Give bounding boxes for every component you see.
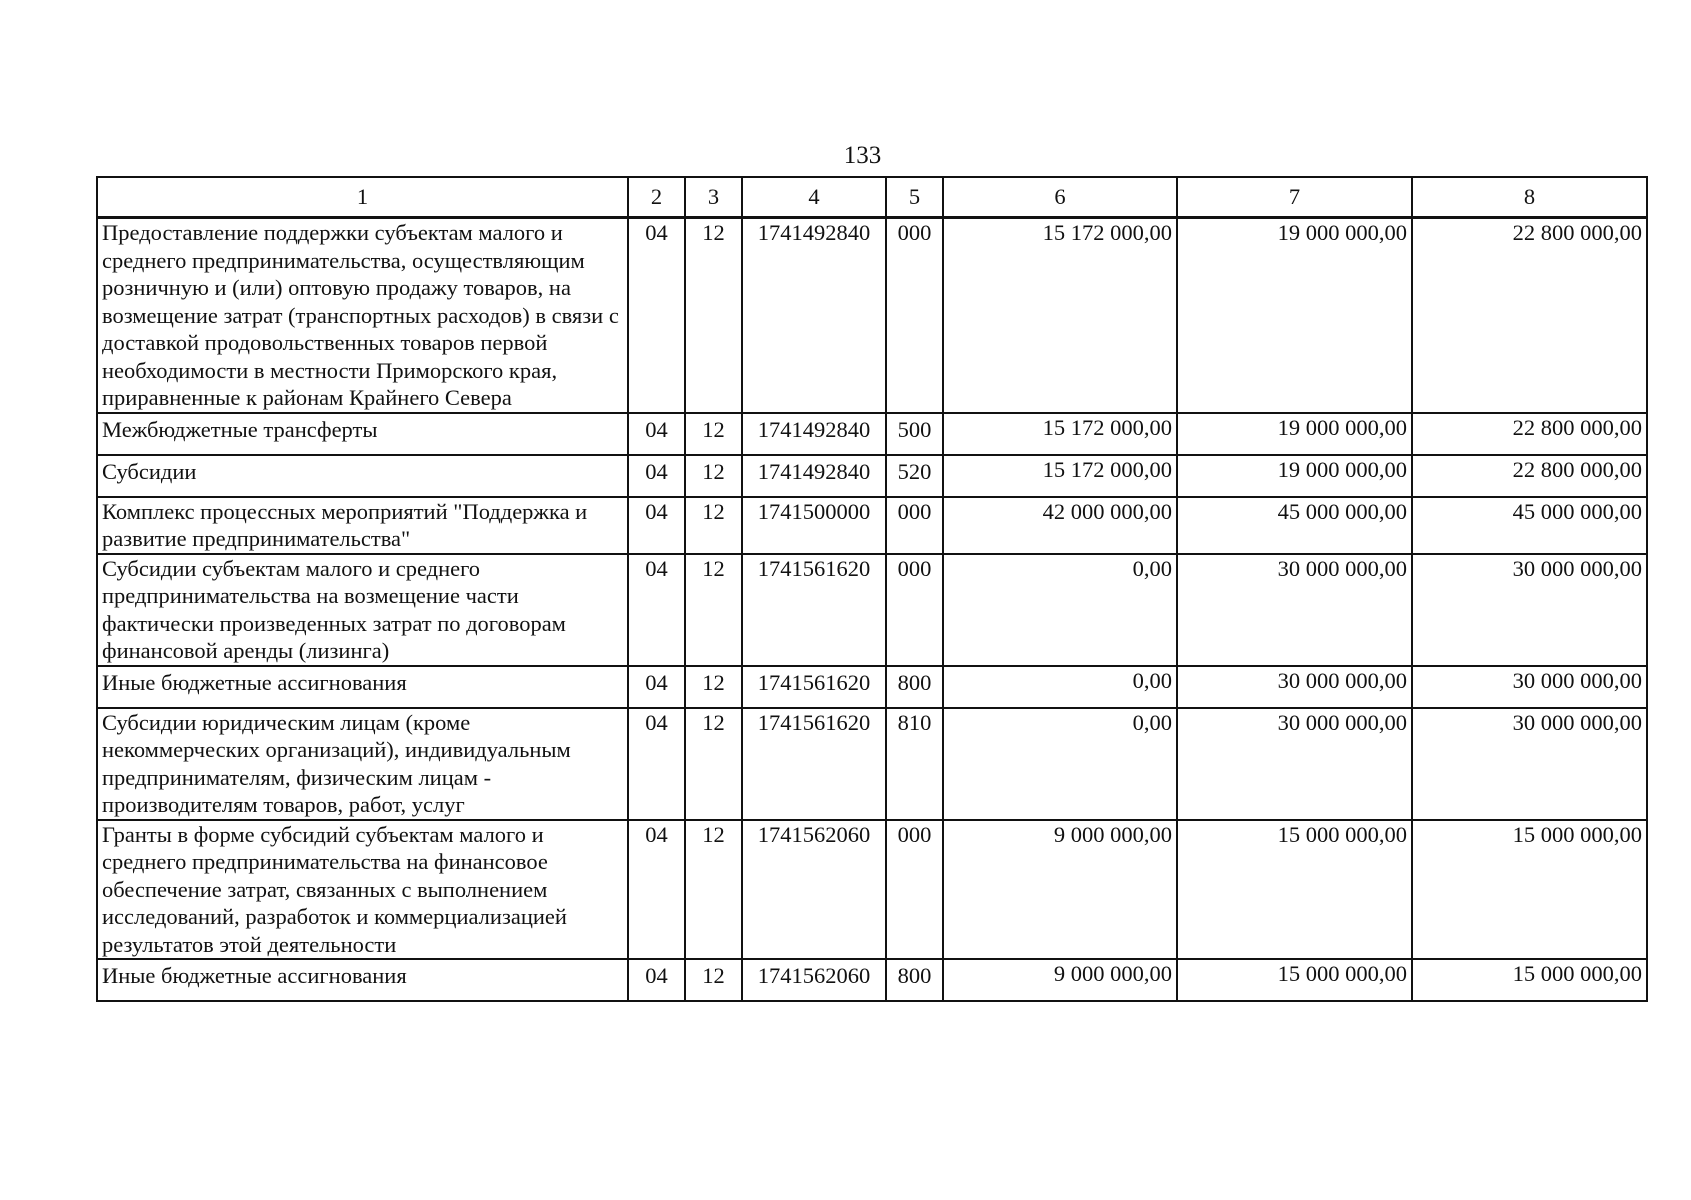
table-row <box>97 666 1647 708</box>
subsection-code: 12 <box>685 455 742 497</box>
table-row <box>97 497 1647 554</box>
expense-type-code: 800 <box>886 666 943 708</box>
amount-col-6: 0,00 <box>943 554 1177 666</box>
amount-col-6: 15 172 000,00 <box>943 413 1177 455</box>
table-row <box>97 959 1647 1001</box>
header-col-2: 2 <box>628 177 685 218</box>
target-article-code: 1741492840 <box>742 455 886 497</box>
amount-col-7: 30 000 000,00 <box>1177 554 1412 666</box>
amount-col-6: 9 000 000,00 <box>943 820 1177 960</box>
expense-type-code: 520 <box>886 455 943 497</box>
subsection-code: 12 <box>685 413 742 455</box>
section-code: 04 <box>628 497 685 554</box>
table-row <box>97 218 1647 413</box>
section-code: 04 <box>628 218 685 413</box>
amount-col-8: 22 800 000,00 <box>1412 218 1647 413</box>
expense-type-code: 000 <box>886 554 943 666</box>
target-article-code: 1741561620 <box>742 554 886 666</box>
amount-col-8: 30 000 000,00 <box>1412 666 1647 708</box>
row-name: Субсидии юридическим лицам (кроме некоммерческих организаций), индивидуальным предпринимателям, физическим лицам - производителям товаров, работ, услуг <box>97 708 628 820</box>
section-code: 04 <box>628 554 685 666</box>
row-name: Предоставление поддержки субъектам малого и среднего предпринимательства, осуществляющим розничную и (или) оптовую продажу товаров, на возмещение затрат (транспортных расходов) в связи с доставкой продовольственных товаров первой необходимости в местности Приморского края, приравненные к районам Крайнего Севера <box>97 218 628 413</box>
amount-col-7: 19 000 000,00 <box>1177 413 1412 455</box>
row-name: Субсидии субъектам малого и среднего предпринимательства на возмещение части фактически произведенных затрат по договорам финансовой аренды (лизинга) <box>97 554 628 666</box>
amount-col-8: 22 800 000,00 <box>1412 413 1647 455</box>
section-code: 04 <box>628 820 685 960</box>
amount-col-8: 15 000 000,00 <box>1412 959 1647 1001</box>
table-row <box>97 708 1647 820</box>
table-row <box>97 820 1647 960</box>
subsection-code: 12 <box>685 708 742 820</box>
target-article-code: 1741492840 <box>742 218 886 413</box>
target-article-code: 1741562060 <box>742 959 886 1001</box>
amount-col-7: 30 000 000,00 <box>1177 666 1412 708</box>
expense-type-code: 000 <box>886 218 943 413</box>
target-article-code: 1741562060 <box>742 820 886 960</box>
amount-col-7: 45 000 000,00 <box>1177 497 1412 554</box>
amount-col-8: 22 800 000,00 <box>1412 455 1647 497</box>
amount-col-8: 45 000 000,00 <box>1412 497 1647 554</box>
subsection-code: 12 <box>685 666 742 708</box>
amount-col-8: 30 000 000,00 <box>1412 708 1647 820</box>
table-row <box>97 455 1647 497</box>
amount-col-6: 15 172 000,00 <box>943 455 1177 497</box>
header-col-4: 4 <box>742 177 886 218</box>
section-code: 04 <box>628 413 685 455</box>
header-col-6: 6 <box>943 177 1177 218</box>
header-col-1: 1 <box>97 177 628 218</box>
subsection-code: 12 <box>685 820 742 960</box>
row-name: Субсидии <box>97 455 628 497</box>
header-col-3: 3 <box>685 177 742 218</box>
header-col-7: 7 <box>1177 177 1412 218</box>
row-name: Гранты в форме субсидий субъектам малого и среднего предпринимательства на финансовое обеспечение затрат, связанных с выполнением исследований, разработок и коммерциализацией результатов этой деятельности <box>97 820 628 960</box>
table-row <box>97 554 1647 666</box>
row-name: Иные бюджетные ассигнования <box>97 959 628 1001</box>
row-name: Иные бюджетные ассигнования <box>97 666 628 708</box>
amount-col-6: 0,00 <box>943 666 1177 708</box>
amount-col-7: 19 000 000,00 <box>1177 455 1412 497</box>
expense-type-code: 800 <box>886 959 943 1001</box>
subsection-code: 12 <box>685 959 742 1001</box>
target-article-code: 1741561620 <box>742 666 886 708</box>
budget-table <box>96 176 1648 1002</box>
subsection-code: 12 <box>685 554 742 666</box>
header-col-5: 5 <box>886 177 943 218</box>
header-col-8: 8 <box>1412 177 1647 218</box>
target-article-code: 1741561620 <box>742 708 886 820</box>
target-article-code: 1741500000 <box>742 497 886 554</box>
subsection-code: 12 <box>685 218 742 413</box>
section-code: 04 <box>628 455 685 497</box>
amount-col-8: 15 000 000,00 <box>1412 820 1647 960</box>
table-row <box>97 413 1647 455</box>
header-row <box>97 177 1647 218</box>
amount-col-7: 30 000 000,00 <box>1177 708 1412 820</box>
amount-col-7: 15 000 000,00 <box>1177 820 1412 960</box>
target-article-code: 1741492840 <box>742 413 886 455</box>
section-code: 04 <box>628 666 685 708</box>
expense-type-code: 000 <box>886 820 943 960</box>
expense-type-code: 000 <box>886 497 943 554</box>
row-name: Комплекс процессных мероприятий "Поддержка и развитие предпринимательства" <box>97 497 628 554</box>
expense-type-code: 810 <box>886 708 943 820</box>
section-code: 04 <box>628 708 685 820</box>
amount-col-6: 0,00 <box>943 708 1177 820</box>
amount-col-6: 42 000 000,00 <box>943 497 1177 554</box>
amount-col-7: 19 000 000,00 <box>1177 218 1412 413</box>
subsection-code: 12 <box>685 497 742 554</box>
section-code: 04 <box>628 959 685 1001</box>
amount-col-7: 15 000 000,00 <box>1177 959 1412 1001</box>
amount-col-6: 9 000 000,00 <box>943 959 1177 1001</box>
amount-col-6: 15 172 000,00 <box>943 218 1177 413</box>
expense-type-code: 500 <box>886 413 943 455</box>
page-number: 133 <box>843 142 882 169</box>
row-name: Межбюджетные трансферты <box>97 413 628 455</box>
amount-col-8: 30 000 000,00 <box>1412 554 1647 666</box>
